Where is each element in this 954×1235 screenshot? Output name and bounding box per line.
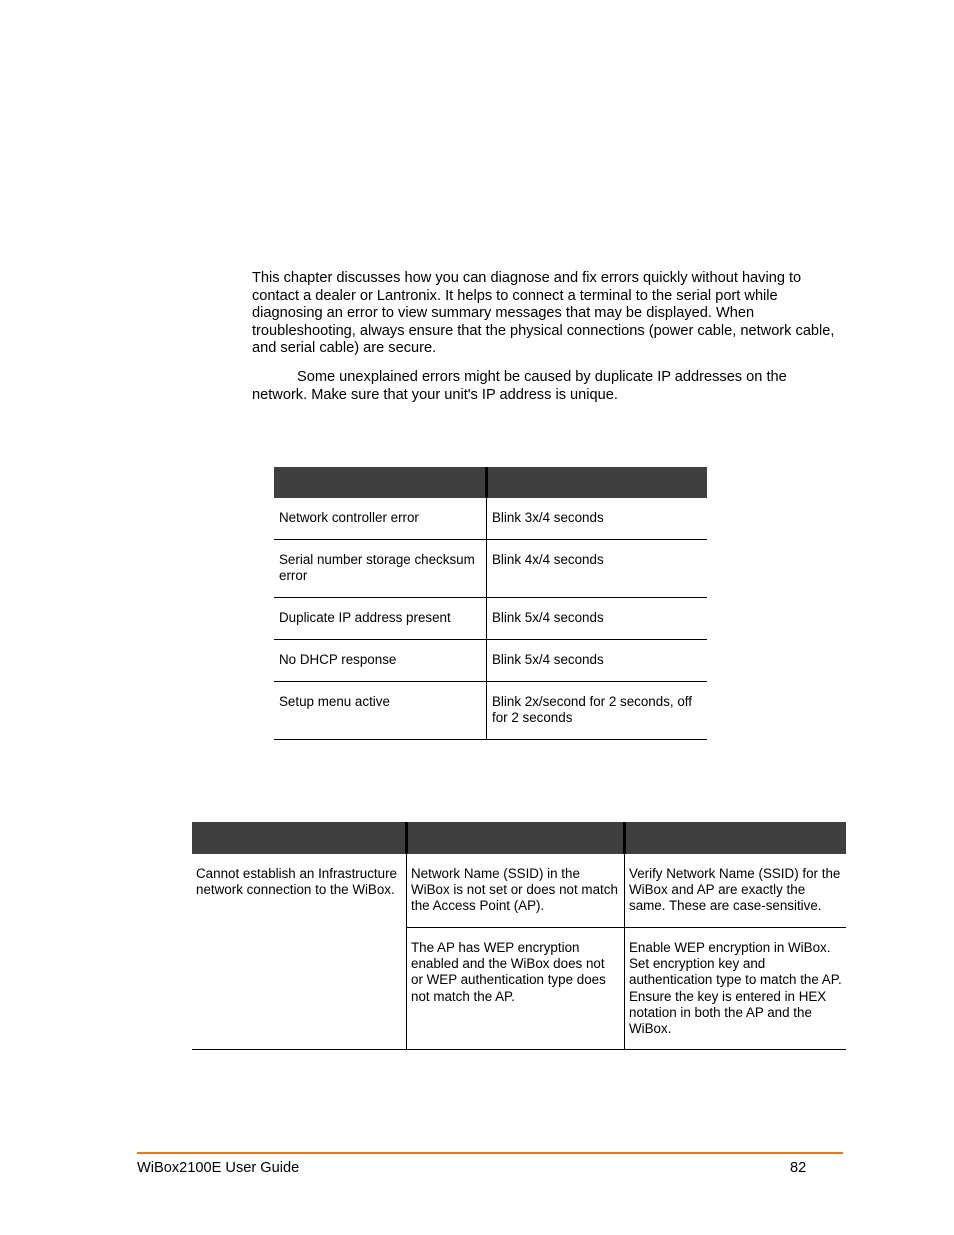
footer-title: WiBox2100E User Guide [137, 1160, 300, 1176]
trouble-header-cell-3 [625, 822, 847, 854]
table-row [274, 498, 707, 540]
led-error-table [274, 467, 707, 740]
footer-rule [137, 1152, 843, 1154]
led-condition-cell: Setup menu active [274, 682, 487, 740]
led-condition-cell: Serial number storage checksum error [274, 540, 487, 598]
led-condition-cell: Network controller error [274, 498, 487, 540]
led-table-header [274, 467, 707, 498]
led-header-cell-1 [274, 467, 487, 498]
intro-paragraph: This chapter discusses how you can diagnose and fix errors quickly without having to contact a dealer or Lantronix. It helps to connect a terminal to the serial port while diagnosing an error to view summary messages that may be displayed. When troubleshooting, always ensure that the physical connections (power cable, network cable, and serial cable) are secure. [252, 270, 835, 357]
cause-cell: The AP has WEP encryption enabled and the WiBox does not or WEP authentication type does not match the AP. [407, 928, 625, 1050]
led-blink-cell: Blink 4x/4 seconds [487, 540, 708, 598]
led-header-cell-2 [487, 467, 708, 498]
trouble-header-cell-1 [192, 822, 407, 854]
note-paragraph: Some unexplained errors might be caused by duplicate IP addresses on the network. Make sure that your unit's IP address is unique. [252, 369, 787, 403]
led-blink-cell: Blink 5x/4 seconds [487, 598, 708, 640]
page-number: 82 [790, 1160, 807, 1176]
led-blink-cell: Blink 2x/second for 2 seconds, off for 2 seconds [487, 682, 708, 740]
resolution-cell: Enable WEP encryption in WiBox. Set encryption key and authentication type to match the AP. Ensure the key is entered in HEX notation in both the AP and the WiBox. [625, 928, 847, 1050]
trouble-table-header [192, 822, 846, 854]
table-row [274, 682, 707, 740]
cause-cell: Network Name (SSID) in the WiBox is not set or does not match the Access Point (AP). [407, 854, 625, 928]
led-condition-cell: Duplicate IP address present [274, 598, 487, 640]
troubleshooting-table [192, 822, 846, 1050]
trouble-header-cell-2 [407, 822, 625, 854]
led-blink-cell: Blink 5x/4 seconds [487, 640, 708, 682]
problem-cell: Cannot establish an Infrastructure network connection to the WiBox. [192, 854, 407, 1050]
table-row [274, 640, 707, 682]
resolution-cell: Verify Network Name (SSID) for the WiBox and AP are exactly the same. These are case-sensitive. [625, 854, 847, 928]
table-row [192, 854, 846, 928]
table-row [274, 598, 707, 640]
led-condition-cell: No DHCP response [274, 640, 487, 682]
table-row [274, 540, 707, 598]
led-blink-cell: Blink 3x/4 seconds [487, 498, 708, 540]
